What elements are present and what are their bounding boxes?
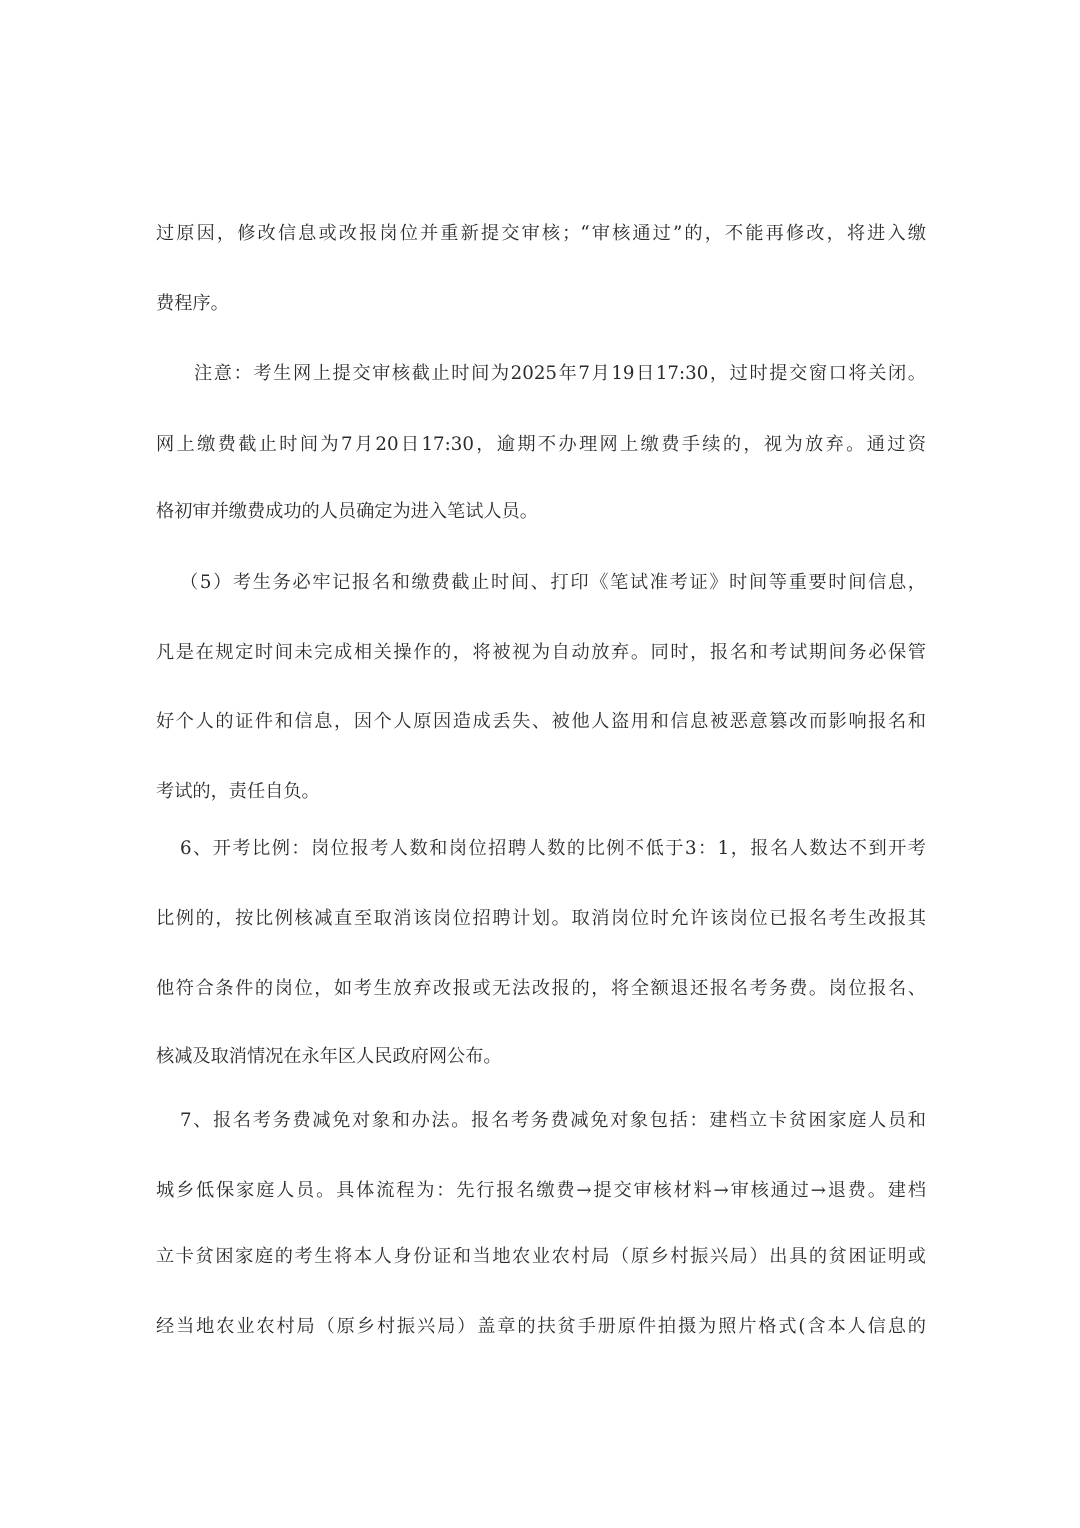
item-5-line: （5）考生务必牢记报名和缴费截止时间、打印《笔试准考证》时间等重要时间信息，	[180, 572, 926, 593]
text-line: 过原因，修改信息或改报岗位并重新提交审核；“审核通过”的，不能再修改，将进入缴	[156, 223, 926, 244]
text-line: 网上缴费截止时间为7月20日17:30，逾期不办理网上缴费手续的，视为放弃。通过资	[156, 434, 926, 455]
text-line: 费程序。	[156, 293, 229, 314]
text-line: 比例的，按比例核减直至取消该岗位招聘计划。取消岗位时允许该岗位已报名考生改报其	[156, 908, 926, 929]
text-line: 凡是在规定时间未完成相关操作的，将被视为自动放弃。同时，报名和考试期间务必保管	[156, 642, 926, 663]
text-line: 他符合条件的岗位，如考生放弃改报或无法改报的，将全额退还报名考务费。岗位报名、	[156, 978, 926, 999]
section-7-line: 7、报名考务费减免对象和办法。报名考务费减免对象包括：建档立卡贫困家庭人员和	[180, 1110, 926, 1131]
notice-line: 注意：考生网上提交审核截止时间为2025年7月19日17:30，过时提交窗口将关闭。	[194, 363, 926, 384]
text-line: 考试的，责任自负。	[156, 781, 320, 802]
section-6-line: 6、开考比例：岗位报考人数和岗位招聘人数的比例不低于3：1，报名人数达不到开考	[180, 838, 926, 859]
text-line: 立卡贫困家庭的考生将本人身份证和当地农业农村局（原乡村振兴局）出具的贫困证明或	[156, 1246, 926, 1267]
text-line: 核减及取消情况在永年区人民政府网公布。	[156, 1046, 502, 1067]
text-line: 城乡低保家庭人员。具体流程为：先行报名缴费→提交审核材料→审核通过→退费。建档	[156, 1180, 926, 1201]
text-line: 格初审并缴费成功的人员确定为进入笔试人员。	[156, 501, 538, 522]
text-line: 好个人的证件和信息，因个人原因造成丢失、被他人盗用和信息被恶意篡改而影响报名和	[156, 711, 926, 732]
text-line: 经当地农业农村局（原乡村振兴局）盖章的扶贫手册原件拍摄为照片格式(含本人信息的	[156, 1316, 926, 1337]
